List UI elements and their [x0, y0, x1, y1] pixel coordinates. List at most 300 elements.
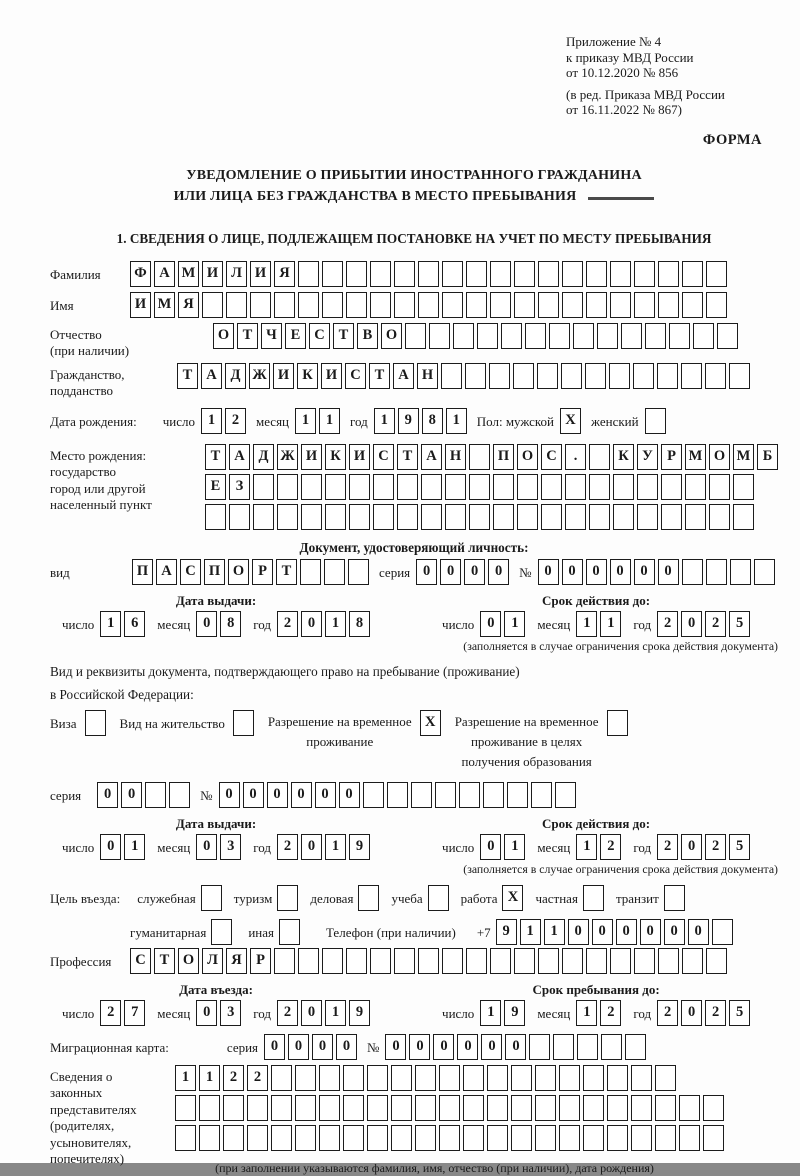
char-cell[interactable] — [469, 504, 490, 530]
char-cell[interactable] — [535, 1065, 556, 1091]
char-cell[interactable] — [586, 292, 607, 318]
char-cell[interactable] — [658, 292, 679, 318]
char-cell[interactable] — [295, 1065, 316, 1091]
checkbox-cell[interactable] — [277, 885, 298, 911]
char-cell[interactable]: 0 — [562, 559, 583, 585]
char-cell[interactable] — [583, 1095, 604, 1121]
char-cell[interactable] — [247, 1125, 268, 1151]
char-cell[interactable] — [271, 1095, 292, 1121]
char-cell[interactable]: 0 — [610, 559, 631, 585]
char-cell[interactable] — [717, 323, 738, 349]
char-cell[interactable] — [559, 1125, 580, 1151]
checkbox-cell[interactable] — [583, 885, 604, 911]
char-cell[interactable] — [681, 363, 702, 389]
char-cell[interactable]: Р — [252, 559, 273, 585]
char-cell[interactable]: Я — [178, 292, 199, 318]
char-cell[interactable]: С — [345, 363, 366, 389]
char-cell[interactable]: 0 — [315, 782, 336, 808]
char-cell[interactable] — [465, 363, 486, 389]
char-cell[interactable] — [529, 1034, 550, 1060]
char-cell[interactable] — [729, 363, 750, 389]
char-cell[interactable] — [537, 363, 558, 389]
char-cell[interactable]: 0 — [480, 834, 501, 860]
char-cell[interactable] — [175, 1095, 196, 1121]
char-cell[interactable] — [682, 292, 703, 318]
char-cell[interactable] — [754, 559, 775, 585]
char-cell[interactable] — [585, 363, 606, 389]
char-cell[interactable] — [322, 948, 343, 974]
char-cell[interactable] — [703, 1125, 724, 1151]
char-cell[interactable] — [645, 323, 666, 349]
char-cell[interactable]: . — [565, 444, 586, 470]
char-cell[interactable] — [271, 1125, 292, 1151]
char-cell[interactable]: И — [202, 261, 223, 287]
char-cell[interactable] — [706, 948, 727, 974]
checkbox-cell[interactable] — [645, 408, 666, 434]
char-cell[interactable] — [511, 1065, 532, 1091]
char-cell[interactable]: 0 — [664, 919, 685, 945]
char-cell[interactable]: М — [178, 261, 199, 287]
char-cell[interactable] — [577, 1034, 598, 1060]
char-cell[interactable]: 9 — [504, 1000, 525, 1026]
char-cell[interactable] — [295, 1125, 316, 1151]
char-cell[interactable] — [469, 474, 490, 500]
char-cell[interactable]: 1 — [576, 834, 597, 860]
char-cell[interactable] — [607, 1065, 628, 1091]
char-cell[interactable] — [274, 948, 295, 974]
char-cell[interactable] — [253, 474, 274, 500]
checkbox-cell[interactable] — [85, 710, 106, 736]
char-cell[interactable]: 0 — [243, 782, 264, 808]
char-cell[interactable] — [669, 323, 690, 349]
char-cell[interactable]: 6 — [124, 611, 145, 637]
char-cell[interactable] — [712, 919, 733, 945]
char-cell[interactable]: Е — [205, 474, 226, 500]
char-cell[interactable] — [511, 1125, 532, 1151]
checkbox-cell[interactable]: X — [420, 710, 441, 736]
char-cell[interactable] — [487, 1095, 508, 1121]
char-cell[interactable] — [421, 474, 442, 500]
char-cell[interactable] — [609, 363, 630, 389]
char-cell[interactable] — [531, 782, 552, 808]
char-cell[interactable] — [415, 1095, 436, 1121]
char-cell[interactable]: Т — [397, 444, 418, 470]
char-cell[interactable] — [370, 261, 391, 287]
char-cell[interactable]: 0 — [196, 1000, 217, 1026]
char-cell[interactable]: 2 — [225, 408, 246, 434]
char-cell[interactable] — [322, 261, 343, 287]
char-cell[interactable]: 1 — [374, 408, 395, 434]
char-cell[interactable] — [501, 323, 522, 349]
char-cell[interactable]: 2 — [657, 834, 678, 860]
char-cell[interactable] — [415, 1065, 436, 1091]
char-cell[interactable]: А — [201, 363, 222, 389]
char-cell[interactable] — [442, 292, 463, 318]
char-cell[interactable] — [705, 363, 726, 389]
char-cell[interactable] — [559, 1095, 580, 1121]
char-cell[interactable] — [223, 1125, 244, 1151]
char-cell[interactable] — [613, 504, 634, 530]
char-cell[interactable] — [513, 363, 534, 389]
char-cell[interactable] — [175, 1125, 196, 1151]
char-cell[interactable] — [387, 782, 408, 808]
char-cell[interactable]: О — [709, 444, 730, 470]
char-cell[interactable] — [706, 559, 727, 585]
char-cell[interactable]: 0 — [409, 1034, 430, 1060]
char-cell[interactable] — [634, 292, 655, 318]
char-cell[interactable] — [418, 948, 439, 974]
char-cell[interactable] — [655, 1065, 676, 1091]
char-cell[interactable] — [229, 504, 250, 530]
char-cell[interactable] — [319, 1125, 340, 1151]
char-cell[interactable] — [706, 292, 727, 318]
char-cell[interactable]: Л — [202, 948, 223, 974]
char-cell[interactable] — [514, 948, 535, 974]
char-cell[interactable] — [348, 559, 369, 585]
char-cell[interactable] — [538, 292, 559, 318]
checkbox-cell[interactable] — [233, 710, 254, 736]
char-cell[interactable] — [367, 1125, 388, 1151]
char-cell[interactable] — [658, 261, 679, 287]
char-cell[interactable] — [490, 948, 511, 974]
char-cell[interactable] — [487, 1065, 508, 1091]
char-cell[interactable] — [541, 474, 562, 500]
char-cell[interactable]: Т — [177, 363, 198, 389]
char-cell[interactable] — [517, 504, 538, 530]
char-cell[interactable]: П — [132, 559, 153, 585]
char-cell[interactable] — [439, 1125, 460, 1151]
char-cell[interactable]: 1 — [319, 408, 340, 434]
char-cell[interactable]: 0 — [586, 559, 607, 585]
char-cell[interactable] — [367, 1065, 388, 1091]
char-cell[interactable] — [489, 363, 510, 389]
char-cell[interactable]: 9 — [349, 834, 370, 860]
title-blank-line[interactable] — [588, 186, 654, 200]
checkbox-cell[interactable] — [211, 919, 232, 945]
char-cell[interactable] — [442, 948, 463, 974]
char-cell[interactable] — [429, 323, 450, 349]
char-cell[interactable] — [487, 1125, 508, 1151]
char-cell[interactable] — [469, 444, 490, 470]
char-cell[interactable] — [517, 474, 538, 500]
char-cell[interactable] — [415, 1125, 436, 1151]
checkbox-cell[interactable] — [358, 885, 379, 911]
char-cell[interactable] — [679, 1125, 700, 1151]
char-cell[interactable]: 0 — [291, 782, 312, 808]
char-cell[interactable] — [319, 1095, 340, 1121]
char-cell[interactable]: К — [613, 444, 634, 470]
char-cell[interactable] — [343, 1065, 364, 1091]
char-cell[interactable]: П — [204, 559, 225, 585]
char-cell[interactable] — [562, 948, 583, 974]
char-cell[interactable]: 1 — [576, 1000, 597, 1026]
char-cell[interactable]: 0 — [658, 559, 679, 585]
char-cell[interactable] — [633, 363, 654, 389]
char-cell[interactable] — [301, 504, 322, 530]
char-cell[interactable] — [565, 474, 586, 500]
char-cell[interactable]: 8 — [422, 408, 443, 434]
char-cell[interactable] — [559, 1065, 580, 1091]
char-cell[interactable]: 0 — [440, 559, 461, 585]
char-cell[interactable] — [661, 504, 682, 530]
char-cell[interactable]: 2 — [657, 1000, 678, 1026]
char-cell[interactable]: 2 — [100, 1000, 121, 1026]
char-cell[interactable]: Т — [205, 444, 226, 470]
char-cell[interactable] — [709, 474, 730, 500]
char-cell[interactable] — [346, 948, 367, 974]
char-cell[interactable] — [634, 261, 655, 287]
char-cell[interactable] — [493, 504, 514, 530]
char-cell[interactable]: 1 — [325, 1000, 346, 1026]
char-cell[interactable]: 1 — [325, 611, 346, 637]
char-cell[interactable] — [525, 323, 546, 349]
checkbox-cell[interactable]: X — [560, 408, 581, 434]
char-cell[interactable] — [586, 261, 607, 287]
char-cell[interactable] — [367, 1095, 388, 1121]
char-cell[interactable]: 0 — [457, 1034, 478, 1060]
char-cell[interactable] — [583, 1125, 604, 1151]
char-cell[interactable] — [514, 261, 535, 287]
char-cell[interactable]: 9 — [398, 408, 419, 434]
char-cell[interactable]: Т — [276, 559, 297, 585]
char-cell[interactable] — [693, 323, 714, 349]
char-cell[interactable]: 0 — [505, 1034, 526, 1060]
char-cell[interactable] — [439, 1065, 460, 1091]
char-cell[interactable]: Т — [237, 323, 258, 349]
char-cell[interactable] — [295, 1095, 316, 1121]
char-cell[interactable]: И — [301, 444, 322, 470]
char-cell[interactable]: А — [154, 261, 175, 287]
char-cell[interactable] — [466, 292, 487, 318]
char-cell[interactable] — [324, 559, 345, 585]
char-cell[interactable] — [573, 323, 594, 349]
char-cell[interactable] — [145, 782, 166, 808]
char-cell[interactable] — [445, 474, 466, 500]
char-cell[interactable]: 8 — [220, 611, 241, 637]
char-cell[interactable]: С — [180, 559, 201, 585]
char-cell[interactable] — [631, 1125, 652, 1151]
char-cell[interactable] — [637, 504, 658, 530]
char-cell[interactable] — [298, 948, 319, 974]
char-cell[interactable]: О — [381, 323, 402, 349]
char-cell[interactable]: В — [357, 323, 378, 349]
char-cell[interactable] — [343, 1125, 364, 1151]
char-cell[interactable]: 1 — [325, 834, 346, 860]
char-cell[interactable]: 1 — [520, 919, 541, 945]
char-cell[interactable]: Н — [445, 444, 466, 470]
char-cell[interactable] — [277, 504, 298, 530]
char-cell[interactable]: 0 — [634, 559, 655, 585]
char-cell[interactable]: Я — [226, 948, 247, 974]
char-cell[interactable]: М — [685, 444, 706, 470]
char-cell[interactable] — [442, 261, 463, 287]
char-cell[interactable] — [325, 474, 346, 500]
char-cell[interactable]: З — [229, 474, 250, 500]
char-cell[interactable]: 0 — [385, 1034, 406, 1060]
char-cell[interactable]: К — [325, 444, 346, 470]
char-cell[interactable]: 0 — [488, 559, 509, 585]
char-cell[interactable] — [397, 504, 418, 530]
char-cell[interactable]: И — [321, 363, 342, 389]
char-cell[interactable] — [435, 782, 456, 808]
char-cell[interactable] — [346, 292, 367, 318]
char-cell[interactable]: С — [130, 948, 151, 974]
char-cell[interactable]: Н — [417, 363, 438, 389]
char-cell[interactable]: 5 — [729, 1000, 750, 1026]
char-cell[interactable]: О — [517, 444, 538, 470]
char-cell[interactable] — [634, 948, 655, 974]
char-cell[interactable] — [562, 261, 583, 287]
char-cell[interactable]: 1 — [446, 408, 467, 434]
char-cell[interactable] — [325, 504, 346, 530]
char-cell[interactable]: 0 — [264, 1034, 285, 1060]
char-cell[interactable] — [657, 363, 678, 389]
char-cell[interactable] — [298, 292, 319, 318]
char-cell[interactable]: 2 — [277, 1000, 298, 1026]
char-cell[interactable]: 9 — [496, 919, 517, 945]
char-cell[interactable] — [589, 474, 610, 500]
char-cell[interactable] — [511, 1095, 532, 1121]
char-cell[interactable] — [490, 292, 511, 318]
char-cell[interactable] — [507, 782, 528, 808]
char-cell[interactable]: 5 — [729, 834, 750, 860]
char-cell[interactable] — [610, 948, 631, 974]
char-cell[interactable] — [405, 323, 426, 349]
char-cell[interactable] — [631, 1095, 652, 1121]
char-cell[interactable]: 8 — [349, 611, 370, 637]
char-cell[interactable]: Т — [333, 323, 354, 349]
char-cell[interactable]: Ч — [261, 323, 282, 349]
char-cell[interactable]: Т — [369, 363, 390, 389]
char-cell[interactable]: Я — [274, 261, 295, 287]
char-cell[interactable]: 1 — [201, 408, 222, 434]
char-cell[interactable]: 2 — [705, 611, 726, 637]
char-cell[interactable] — [349, 504, 370, 530]
char-cell[interactable] — [685, 474, 706, 500]
char-cell[interactable] — [202, 292, 223, 318]
char-cell[interactable]: О — [213, 323, 234, 349]
char-cell[interactable] — [607, 1095, 628, 1121]
char-cell[interactable]: 0 — [538, 559, 559, 585]
char-cell[interactable] — [418, 261, 439, 287]
char-cell[interactable]: С — [309, 323, 330, 349]
char-cell[interactable]: К — [297, 363, 318, 389]
char-cell[interactable]: 0 — [640, 919, 661, 945]
char-cell[interactable]: 0 — [288, 1034, 309, 1060]
char-cell[interactable] — [319, 1065, 340, 1091]
char-cell[interactable]: 0 — [681, 611, 702, 637]
char-cell[interactable] — [397, 474, 418, 500]
char-cell[interactable] — [373, 474, 394, 500]
char-cell[interactable] — [490, 261, 511, 287]
char-cell[interactable] — [733, 474, 754, 500]
char-cell[interactable] — [459, 782, 480, 808]
char-cell[interactable]: 1 — [295, 408, 316, 434]
char-cell[interactable] — [553, 1034, 574, 1060]
char-cell[interactable]: И — [349, 444, 370, 470]
char-cell[interactable] — [610, 292, 631, 318]
char-cell[interactable]: 0 — [416, 559, 437, 585]
char-cell[interactable] — [439, 1095, 460, 1121]
char-cell[interactable]: 1 — [544, 919, 565, 945]
char-cell[interactable] — [682, 559, 703, 585]
char-cell[interactable] — [391, 1095, 412, 1121]
char-cell[interactable] — [682, 261, 703, 287]
char-cell[interactable]: Л — [226, 261, 247, 287]
char-cell[interactable] — [589, 444, 610, 470]
char-cell[interactable] — [363, 782, 384, 808]
char-cell[interactable]: 0 — [219, 782, 240, 808]
char-cell[interactable]: 0 — [196, 834, 217, 860]
char-cell[interactable]: М — [733, 444, 754, 470]
char-cell[interactable] — [346, 261, 367, 287]
char-cell[interactable] — [301, 474, 322, 500]
char-cell[interactable] — [370, 292, 391, 318]
char-cell[interactable]: 1 — [124, 834, 145, 860]
char-cell[interactable]: 1 — [504, 611, 525, 637]
char-cell[interactable]: 0 — [433, 1034, 454, 1060]
char-cell[interactable] — [466, 948, 487, 974]
char-cell[interactable]: 0 — [301, 611, 322, 637]
char-cell[interactable] — [370, 948, 391, 974]
char-cell[interactable]: 2 — [600, 834, 621, 860]
char-cell[interactable]: 1 — [175, 1065, 196, 1091]
char-cell[interactable] — [349, 474, 370, 500]
char-cell[interactable]: 0 — [481, 1034, 502, 1060]
char-cell[interactable]: О — [228, 559, 249, 585]
char-cell[interactable]: 1 — [100, 611, 121, 637]
checkbox-cell[interactable] — [607, 710, 628, 736]
char-cell[interactable]: 9 — [349, 1000, 370, 1026]
char-cell[interactable] — [199, 1095, 220, 1121]
char-cell[interactable] — [583, 1065, 604, 1091]
char-cell[interactable]: 0 — [97, 782, 118, 808]
char-cell[interactable] — [637, 474, 658, 500]
char-cell[interactable] — [411, 782, 432, 808]
char-cell[interactable]: 2 — [657, 611, 678, 637]
char-cell[interactable] — [535, 1125, 556, 1151]
char-cell[interactable] — [463, 1095, 484, 1121]
char-cell[interactable]: Ж — [249, 363, 270, 389]
char-cell[interactable] — [613, 474, 634, 500]
char-cell[interactable] — [625, 1034, 646, 1060]
char-cell[interactable] — [445, 504, 466, 530]
char-cell[interactable] — [247, 1095, 268, 1121]
char-cell[interactable] — [565, 504, 586, 530]
char-cell[interactable]: А — [156, 559, 177, 585]
char-cell[interactable] — [658, 948, 679, 974]
char-cell[interactable]: Д — [253, 444, 274, 470]
char-cell[interactable]: 0 — [301, 1000, 322, 1026]
char-cell[interactable] — [226, 292, 247, 318]
char-cell[interactable]: 0 — [339, 782, 360, 808]
char-cell[interactable] — [562, 292, 583, 318]
char-cell[interactable] — [253, 504, 274, 530]
char-cell[interactable] — [730, 559, 751, 585]
char-cell[interactable]: 0 — [121, 782, 142, 808]
char-cell[interactable] — [610, 261, 631, 287]
char-cell[interactable]: 0 — [616, 919, 637, 945]
char-cell[interactable]: У — [637, 444, 658, 470]
char-cell[interactable] — [250, 292, 271, 318]
char-cell[interactable]: 1 — [480, 1000, 501, 1026]
char-cell[interactable] — [549, 323, 570, 349]
char-cell[interactable] — [586, 948, 607, 974]
char-cell[interactable] — [477, 323, 498, 349]
char-cell[interactable]: 0 — [480, 611, 501, 637]
char-cell[interactable]: 0 — [592, 919, 613, 945]
char-cell[interactable] — [706, 261, 727, 287]
